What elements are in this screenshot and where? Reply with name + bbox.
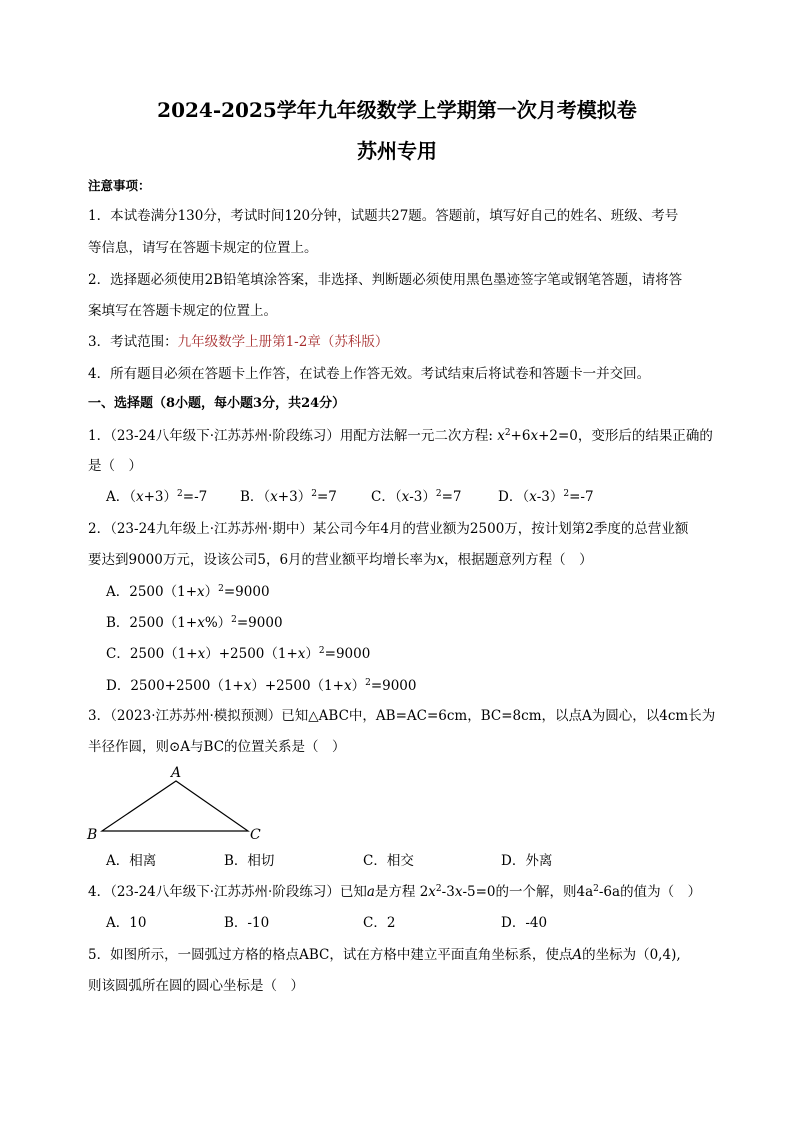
q1-option-b: B．$(x+3)^2=7$	[240, 489, 337, 505]
q2-stem-line-a: 2．（23-24九年级上·江苏苏州·期中）某公司今年4月的营业额为2500万，按计划第2季度的总营业额	[88, 521, 689, 537]
section-1-heading: 一、选择题（8小题，每小题3分，共24分）	[88, 396, 346, 411]
q3-triangle-figure	[84, 762, 274, 846]
notes-heading: 注意事项：	[88, 178, 151, 193]
note-1-line-b: 等信息，请写在答题卡规定的位置上。	[88, 240, 318, 256]
triangle-abc	[102, 781, 248, 831]
q1-option-c: C．$(x-3)^2=7$	[371, 489, 462, 505]
q1-eq-tail: +2=0，变形后的结果正确的	[538, 428, 713, 444]
note-2-line-b: 案填写在答题卡规定的位置上。	[88, 303, 277, 319]
exam-scope: 九年级数学上册第1-2章（苏科版）	[177, 334, 389, 350]
q1-stem-text: 1．（23-24八年级下·江苏苏州·阶段练习）用配方法解一元二次方程:	[88, 428, 498, 444]
q2-stem-line-b: 要达到9000万元，设该公司5，6月的营业额平均增长率为x，根据题意列方程（ ）	[88, 552, 593, 568]
q1-eq-mid: +6	[510, 428, 531, 444]
q3-option-c: C．相交	[363, 853, 414, 869]
q1-eq-square: 2	[504, 428, 511, 438]
q1-option-a: A．$(x+3)^2=-7$	[106, 489, 208, 505]
q4-option-d: D．-40	[501, 915, 548, 931]
q5-stem-line-a: 5．如图所示，一圆弧过方格的格点ABC，试在方格中建立平面直角坐标系，使点A的坐标为（0,4),	[88, 947, 681, 963]
q1-option-d: D．$(x-3)^2=-7$	[498, 489, 594, 505]
vertex-label-b: B	[87, 827, 98, 843]
q2-option-b: B．$2500(1+x\%)^2=9000$	[106, 615, 283, 631]
q3-stem-line-b: 半径作圆，则⊙A与BC的位置关系是（ ）	[88, 739, 346, 755]
note-2-line-a: 2．选择题必须使用2B铅笔填涂答案，非选择、判断题必须使用黑色墨迹签字笔或钢笔答题，请将答	[88, 272, 683, 288]
q3-stem-line-a: 3．（2023·江苏苏州·模拟预测）已知△ABC中，AB=AC=6cm，BC=8cm，以点A为圆心，以4cm长为	[88, 708, 716, 724]
q4-stem: 4．（23-24八年级下·江苏苏州·阶段练习）已知a是方程 $2x^2-3x-5=0$的一个解，则$4a^2-6a$的值为（ ）	[88, 884, 702, 900]
exam-title: 2024-2025学年九年级数学上学期第一次月考模拟卷	[157, 98, 637, 122]
q2-option-a: A．$2500(1+x)^2=9000$	[106, 584, 270, 600]
note-1-line-a: 1．本试卷满分130分，考试时间120分钟，试题共27题。答题前，填写好自己的姓名、班级、考号	[88, 208, 679, 224]
note-3	[88, 332, 728, 352]
q3-option-d: D．外离	[501, 853, 553, 869]
q2-option-c: C．$2500(1+x)+2500(1+x)^2=9000$	[106, 646, 371, 662]
q4-option-c: C．2	[363, 915, 396, 931]
vertex-label-c: C	[250, 827, 261, 843]
exam-subtitle: 苏州专用	[357, 139, 437, 163]
note-3-prefix: 3．考试范围：	[88, 334, 178, 350]
q5-stem-line-b: 则该圆弧所在圆的圆心坐标是（ ）	[88, 978, 304, 994]
q2-option-d: D．$2500+2500(1+x)+2500(1+x)^2=9000$	[106, 678, 417, 694]
q4-option-b: B．-10	[224, 915, 270, 931]
q1-eq-x2: x	[530, 428, 539, 444]
q3-option-b: B．相切	[224, 853, 275, 869]
vertex-label-a: A	[171, 765, 182, 781]
q1-eq-x: x	[497, 428, 505, 444]
q1-stem-line-b: 是（ ）	[88, 458, 142, 474]
q4-option-a: A．10	[106, 915, 147, 931]
q1-stem-line-a	[88, 426, 728, 446]
q3-option-a: A．相离	[106, 853, 157, 869]
note-4: 4．所有题目必须在答题卡上作答，在试卷上作答无效。考试结束后将试卷和答题卡一并交回。	[88, 366, 651, 382]
